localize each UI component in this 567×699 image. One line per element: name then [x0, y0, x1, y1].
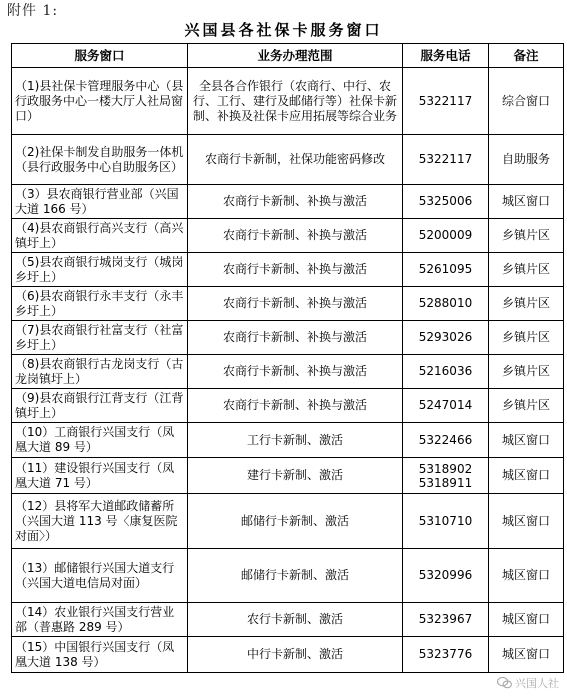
remarks-cell-text: 乡镇片区 — [501, 364, 550, 378]
service-window-cell-text: （8)县农商银行古龙岗支行（古龙岗镇圩上） — [15, 356, 184, 386]
table-row — [12, 494, 564, 549]
service-window-cell-text: （9)县农商银行江背支行（江背镇圩上） — [15, 390, 184, 420]
table-body — [12, 68, 564, 673]
service-window-cell-text: （3）县农商银行营业部（兴国大道 166 号） — [15, 186, 179, 216]
service-window-cell — [12, 321, 188, 355]
remarks-cell-text: 城区窗口 — [501, 513, 550, 528]
service-window-cell — [12, 219, 188, 253]
service-window-cell-text: （12）县将军大道邮政储蓄所（兴国大道 113 号〈康复医院对面〉） — [15, 498, 178, 543]
business-scope-cell-text: 农商行卡新制、补换与激活 — [222, 228, 367, 242]
business-scope-cell-text: 农商行卡新制、补换与激活 — [222, 296, 367, 310]
remarks-cell — [489, 603, 564, 637]
table-row — [12, 287, 564, 321]
header-service-window: 服务窗口 — [12, 44, 188, 68]
service-window-cell — [12, 549, 188, 603]
service-phone-cell — [403, 253, 489, 287]
service-phone-cell — [403, 637, 489, 673]
service-window-cell-text: （4)县农商银行高兴支行（高兴镇圩上） — [15, 220, 184, 250]
remarks-cell — [489, 494, 564, 549]
business-scope-cell-text: 农商行卡新制、补换与激活 — [222, 398, 367, 412]
service-phone-cell-text: 5325006 — [418, 194, 473, 208]
service-window-table — [11, 43, 564, 673]
service-phone-cell — [403, 389, 489, 423]
remarks-cell-text: 城区窗口 — [501, 468, 550, 482]
service-phone-cell — [403, 549, 489, 603]
service-window-cell — [12, 185, 188, 219]
business-scope-cell-text: 建行卡新制、激活 — [246, 468, 343, 482]
phone-number-line: 5318902 — [418, 461, 473, 476]
service-phone-cell — [403, 603, 489, 637]
service-phone-cell-text: 5320996 — [418, 568, 473, 582]
service-window-cell — [12, 287, 188, 321]
service-phone-cell-text: 5216036 — [418, 364, 473, 378]
service-window-cell — [12, 135, 188, 185]
remarks-cell-text: 城区窗口 — [501, 194, 550, 208]
business-scope-cell — [188, 135, 403, 185]
business-scope-cell-text: 工行卡新制、激活 — [246, 432, 343, 447]
remarks-cell-text: 城区窗口 — [501, 612, 550, 626]
table-row — [12, 389, 564, 423]
header-remarks: 备注 — [489, 44, 564, 68]
remarks-cell-text: 乡镇片区 — [501, 296, 550, 310]
business-scope-cell-text: 农商行卡新制、补换与激活 — [222, 330, 367, 344]
business-scope-cell — [188, 253, 403, 287]
business-scope-cell-text: 农商行卡新制，社保功能密码修改 — [204, 152, 385, 166]
remarks-cell-text: 城区窗口 — [501, 568, 550, 582]
business-scope-cell-text: 邮储行卡新制、激活 — [240, 513, 349, 528]
watermark — [497, 675, 559, 691]
service-window-cell — [12, 603, 188, 637]
remarks-cell — [489, 458, 564, 494]
table-header-row — [12, 44, 564, 68]
remarks-cell — [489, 68, 564, 135]
remarks-cell — [489, 135, 564, 185]
remarks-cell — [489, 219, 564, 253]
service-window-cell-text: （10）工商银行兴国支行（凤凰大道 89 号） — [15, 425, 175, 454]
service-window-cell-text: （6)县农商银行永丰支行（永丰乡圩上） — [15, 288, 184, 318]
remarks-cell — [489, 549, 564, 603]
service-window-cell — [12, 253, 188, 287]
business-scope-cell — [188, 287, 403, 321]
service-window-cell-text: （5)县农商银行城岗支行（城岗乡圩上） — [15, 254, 184, 284]
business-scope-cell — [188, 219, 403, 253]
service-window-cell-text: （14）农业银行兴国支行营业部（普惠路 289 号） — [15, 604, 175, 634]
business-scope-cell-text: 农商行卡新制、补换与激活 — [222, 194, 367, 208]
remarks-cell — [489, 355, 564, 389]
table-row — [12, 458, 564, 494]
service-phone-cell — [403, 321, 489, 355]
business-scope-cell — [188, 355, 403, 389]
remarks-cell-text: 乡镇片区 — [501, 262, 550, 276]
service-phone-cell — [403, 458, 489, 494]
business-scope-cell — [188, 603, 403, 637]
table-row — [12, 603, 564, 637]
table-row — [12, 68, 564, 135]
table-row — [12, 185, 564, 219]
service-phone-cell — [403, 423, 489, 458]
service-window-cell-text: （11）建设银行兴国支行（凤凰大道 71 号） — [15, 460, 175, 490]
phone-number-line: 5318911 — [418, 475, 473, 490]
watermark-text: 兴国人社 — [515, 677, 559, 690]
service-window-cell-text: （7)县农商银行社富支行（社富乡圩上） — [15, 322, 184, 352]
service-window-cell — [12, 458, 188, 494]
business-scope-cell-text: 农行卡新制、激活 — [246, 612, 343, 626]
business-scope-cell — [188, 389, 403, 423]
service-phone-cell — [403, 68, 489, 135]
remarks-cell-text: 自助服务 — [501, 152, 550, 166]
business-scope-cell — [188, 423, 403, 458]
remarks-cell-text: 乡镇片区 — [501, 398, 550, 412]
business-scope-cell-text: 农商行卡新制、补换与激活 — [222, 262, 367, 276]
business-scope-cell — [188, 494, 403, 549]
remarks-cell — [489, 321, 564, 355]
remarks-cell — [489, 287, 564, 321]
business-scope-cell — [188, 185, 403, 219]
service-window-cell — [12, 494, 188, 549]
business-scope-cell — [188, 549, 403, 603]
business-scope-cell — [188, 637, 403, 673]
table-row — [12, 637, 564, 673]
table-row — [12, 135, 564, 185]
service-phone-cell-text: 5322117 — [418, 93, 473, 108]
attachment-label: 附件 1: — [7, 3, 59, 19]
remarks-cell-text: 乡镇片区 — [501, 330, 550, 344]
service-window-cell — [12, 68, 188, 135]
table-row — [12, 321, 564, 355]
service-phone-cell-text: 5261095 — [418, 262, 473, 276]
service-window-cell — [12, 637, 188, 673]
service-phone-cell-text: 5310710 — [418, 513, 473, 528]
business-scope-cell — [188, 68, 403, 135]
table-row — [12, 549, 564, 603]
service-phone-cell-text: 5247014 — [418, 398, 473, 412]
service-window-cell — [12, 389, 188, 423]
service-phone-cell — [403, 135, 489, 185]
service-window-cell-text: （15）中国银行兴国支行（凤凰大道 138 号） — [15, 639, 175, 669]
service-phone-cell-text: 5322466 — [418, 432, 473, 447]
remarks-cell — [489, 185, 564, 219]
service-phone-cell-text: 5200009 — [418, 228, 473, 242]
service-window-cell-text: （1)县社保卡管理服务中心（县行政服务中心一楼大厅人社局窗口） — [15, 78, 184, 123]
business-scope-cell — [188, 458, 403, 494]
table-row — [12, 423, 564, 458]
remarks-cell-text: 城区窗口 — [501, 432, 550, 447]
service-phone-cell — [403, 219, 489, 253]
service-phone-cell-text: 5288010 — [418, 296, 473, 310]
business-scope-cell-text: 农商行卡新制、补换与激活 — [222, 364, 367, 378]
service-phone-cell-text: 5293026 — [418, 330, 473, 344]
business-scope-cell-text: 中行卡新制、激活 — [246, 647, 343, 661]
business-scope-cell — [188, 321, 403, 355]
remarks-cell — [489, 423, 564, 458]
business-scope-cell-text: 邮储行卡新制、激活 — [240, 568, 349, 582]
service-window-cell — [12, 355, 188, 389]
page-title: 兴国县各社保卡服务窗口 — [184, 21, 383, 39]
header-service-phone: 服务电话 — [403, 44, 489, 68]
wechat-logo-icon — [497, 677, 512, 689]
table-row — [12, 355, 564, 389]
service-phone-cell — [403, 287, 489, 321]
remarks-cell-text: 综合窗口 — [501, 93, 550, 108]
service-phone-cell — [403, 355, 489, 389]
remarks-cell — [489, 637, 564, 673]
service-phone-cell-text: 5323776 — [418, 647, 473, 661]
service-phone-cell-text: 5322117 — [418, 152, 473, 166]
table-row — [12, 219, 564, 253]
remarks-cell — [489, 253, 564, 287]
service-phone-cell — [403, 185, 489, 219]
service-phone-cell — [403, 494, 489, 549]
table-row — [12, 253, 564, 287]
business-scope-cell-text: 全县各合作银行（农商行、中行、农行、工行、建行及邮储行等）社保卡新制、补换及社保卡应用拓展等综合业务 — [192, 78, 397, 123]
service-window-cell-text: （13）邮储银行兴国大道支行（兴国大道电信局对面） — [15, 560, 175, 590]
remarks-cell-text: 乡镇片区 — [501, 228, 550, 242]
remarks-cell — [489, 389, 564, 423]
service-window-cell-text: （2)社保卡制发自助服务一体机（县行政服务中心自助服务区） — [15, 144, 184, 174]
remarks-cell-text: 城区窗口 — [501, 647, 550, 661]
service-window-cell — [12, 423, 188, 458]
header-business-scope: 业务办理范围 — [188, 44, 403, 68]
service-phone-cell-text: 5323967 — [418, 612, 473, 626]
